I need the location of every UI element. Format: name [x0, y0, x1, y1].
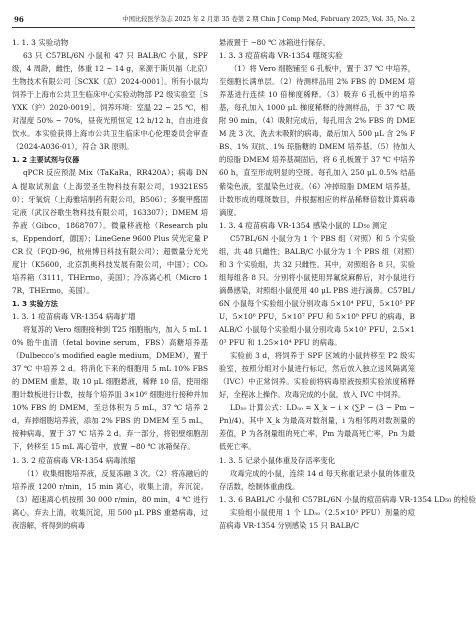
paragraph: 将复苏的 Vero 细胞接种到 T25 细胞瓶内，加入 5 mL 10% 胎牛血清（fetal bovine serum，FBS）高糖培养基（Dulbecco’s modified eagle medium，DMEM），置于 37 ℃ 中培养 2 d。将消化下来的细胞用 5 mL 10% FBS 的 DMEM 重悬，取 10 μL 细胞悬液，稀释 10 倍，使用细胞计数板进行计数，按每个培养皿 3×10⁶ 细胞进行接种并加 10% FBS 的 DMEM，至总体积为 5 mL，37 ℃ 培养 2 d，弃掉细胞培养液，添加 2% FBS 的 DMEM 至 5 mL，接种病毒，置于 37 ℃ 培养 2 d。弃一部分，将铝壁细胞刮下，转移至 15 mL 离心管中，放置 −80 ℃ 冰箱保存。	[12, 325, 208, 452]
paragraph: （1）将 Vero 细胞铺至 6 孔板中，置于 37 ℃ 中培养，至细胞长满单层。（2）待测样品用 2% FBS 的 DMEM 培养基进行连续 10 倍梯度稀释。（3）吸弃 6 孔板中的培养基，每孔加入 1000 μL 梯度稀释的待测样品，于 37 ℃ 吸附 90 min。（4）吸附完成后，每孔用含 2% FBS 的 DMEM 洗 3 次，洗去未吸附的病毒，最后加入 500 μL 含 2% FBS、1% 双抗、1% 琼脂糖的 DMEM 培养基。（5）待加入的琼脂 DMEM 培养基凝固后，将 6 孔板置于 37 ℃ 中培养 60 h，直至形成明显的空斑。每孔加入 250 μL 0.5% 结晶紫染色液，室温染色过夜。（6）冲掉琼脂 DMEM 培养基，计数形成的噬斑数目，并根据相应的样品稀释倍数计算病毒滴度。	[219, 64, 415, 217]
section-heading: 1. 3. 3 痘苗病毒 VR-1354 噬斑实验	[219, 51, 343, 61]
section-heading: 1. 3 实验方法	[12, 298, 58, 308]
section-heading: 1. 3. 1 痘苗病毒 VR-1354 病毒扩增	[12, 311, 136, 321]
paragraph: 悬液置于 −80 ℃ 冰箱进行保存。	[219, 38, 330, 47]
running-head: 中国比较医学杂志 2025 年 2 月第 35 卷第 2 期 Chin J Comp Med, February 2025, Vol. 35, No. 2	[122, 16, 415, 23]
paragraph: LD₅₀ 计算公式：LD₅₀ = X_k − i × (∑P − (3 − Pm − Pn)/4)。其中 X_k 为最高对数剂量，i 为相邻两对数剂量的差值，P 为各剂量组的死亡率，Pm 为最高死亡率，Pn 为最低死亡率。	[219, 403, 415, 452]
section-heading: 1. 3. 5 记录小鼠体重及存活率变化	[219, 455, 336, 465]
section-heading: 1. 2 主要试剂与仪器	[12, 155, 80, 165]
paragraph: qPCR 反应预混 Mix（TaKaRa，RR420A）；病毒 DNA 提取试剂盒（上海翌圣生物科技有限公司，19321ES50）；牙氧烷（上海雅培制药有限公司，B506）；多聚甲醛固定液（武汉谷歌生物科技有限公司，163307）；DMEM 培养液（Gibco，1868707）。微量移液枪（Research plus，Eppendorf，德国）；LineGene 9600 Plus 荧光定量 PCR 仪（FQD-96，杭州博日科技有限公司）；超微量分光光度计（K5600，北京凯奥科技发展有限公司，中国）；CO₂ 培养箱（3111，THErmo，美国）；冷冻离心机（Micro 17R，THErmo，美国）。	[12, 168, 208, 295]
paragraph: （1）收集细胞培养液，反复冻融 3 次。（2）将冻融后的培养液 1200 r/min，15 min 离心，收集上清，弃沉淀。（3）超速离心机按照 30 000 r/min，80 min，4 ℃ 进行离心，弃去上清，收集沉淀，用 500 μL PBS 重悬病毒，过夜溶解，将得到的病毒	[12, 468, 208, 530]
paragraph: 实验组小鼠使用 1 个 LD₅₀（2.5×10³ PFU）剂量的痘苗病毒 VR-1354 分别感染 15 只 BALB/C	[219, 507, 415, 530]
paragraph: 63 只 C57BL/6N 小鼠和 47 只 BALB/C 小鼠，SPF 级，4 周龄，雌性，体重 12 ~ 14 g，来源于斯贝福（北京）生物技术有限公司［SCXK（京）2024-0001］。所有小鼠均饲养于上海市公共卫生临床中心实验动物部 P2 级实验室［SYXK（沪）2020-0019］。饲养环境：室温 22 ~ 25 ℃，相对湿度 50% ~ 70%，昼夜光照恒定 12 h/12 h，自由进食饮水。本实验获得上海市公共卫生临床中心伦理委员会审查（2024-A036-01），符合 3R 原则。	[12, 51, 208, 152]
paragraph: C57BL/6N 小鼠分为 1 个 PBS 组（对照）和 5 个实验组，共 48 只雌性；BALB/C 小鼠分为 1 个 PBS 组（对照）和 3 个实验组，共 32 只雌性。其中，对照组各 8 只，实验组每组各 8 只。分别将小鼠使用异氟烷麻醉后，对小鼠进行滴鼻感染，对照组小鼠使用 40 μL PBS 进行滴鼻。C57BL/6N 小鼠每个实验组小鼠分别攻毒 5×10⁴ PFU，5×10⁵ PFU，5×10⁶ PFU，5×10⁷ PFU 和 5×10⁸ PFU 的病毒，BALB/C 小鼠每个实验组小鼠分别攻毒 5×10² PFU，2.5×10³ PFU 和 1.25×10⁴ PFU 的病毒。	[219, 233, 415, 348]
page-number: 96	[14, 15, 24, 24]
section-heading: 1. 3. 4 痘苗病毒 VR-1354 感染小鼠的 LD₅₀ 测定	[219, 220, 387, 230]
header-rule	[12, 27, 415, 28]
section-heading: 1. 1. 3 实验动物	[12, 38, 69, 47]
section-heading: 1. 3. 6 BABL/C 小鼠和 C57BL/6N 小鼠的痘苗病毒 VR-1354 LD₅₀ 的检验	[219, 494, 476, 504]
section-heading: 1. 3. 2 痘苗病毒 VR-1354 病毒浓缩	[12, 455, 136, 465]
paragraph: 攻毒完成的小鼠，连续 14 d 每天称重记录小鼠的体重及存活数，绘制体重曲线。	[219, 468, 415, 491]
left-column	[12, 36, 208, 532]
running-header	[12, 14, 415, 26]
paragraph: 实验前 3 d，将饲养于 SPF 区域的小鼠转移至 P2 级实验室，按照分组对小鼠进行标记，然后放入独立送风隔离笼（IVC）中正常饲养。实验前将病毒原液按照实验浓度稀释好，全程冰上操作。攻毒完成的小鼠，放入 IVC 中饲养。	[219, 351, 415, 400]
right-column	[219, 36, 476, 532]
